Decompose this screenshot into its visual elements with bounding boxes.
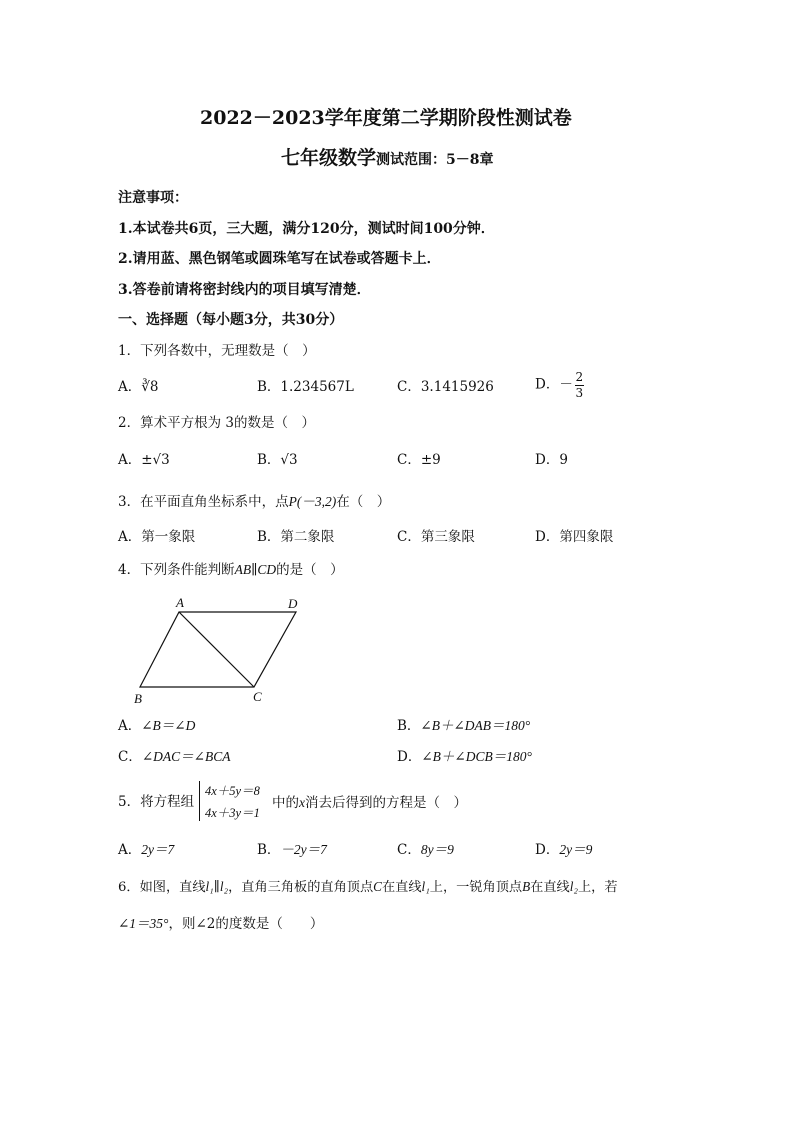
q5-stem-pre: 5．将方程组 xyxy=(118,794,195,810)
note-2: 2.请用蓝、黑色钢笔或圆珠笔写在试卷或答题卡上． xyxy=(118,251,441,267)
note-1: 1.本试卷共6页，三大题，满分120分，测试时间100分钟． xyxy=(118,221,495,237)
equation-2: 4x＋3y＝1 xyxy=(205,806,260,820)
page-title: 2022－2023学年度第二学期阶段性测试卷 xyxy=(200,107,572,129)
q1-option-d: D．－ $\frac{2}{3}$ xyxy=(535,370,584,400)
parallelogram-figure xyxy=(128,592,308,707)
q3-option-b: B．第二象限 xyxy=(257,529,335,545)
q6-line-2: ∠1＝35°，则∠2的度数是（ ） xyxy=(118,916,324,932)
fraction: $\frac{2}{3}$ xyxy=(575,370,584,400)
q5-option-b: B．－2y＝7 xyxy=(257,842,327,858)
parallelogram-abcd xyxy=(140,612,296,687)
q5-option-d: D．2y＝9 xyxy=(535,842,593,858)
diagonal-ac xyxy=(179,612,254,687)
label-b: B xyxy=(134,691,142,706)
q4-stem: 4．下列条件能判断AB∥CD的是（ ） xyxy=(118,562,344,578)
q2-option-d: D．9 xyxy=(535,452,568,468)
q3-stem: 3．在平面直角坐标系中，点P(－3,2)在（ ） xyxy=(118,494,391,510)
q3-option-c: C．第三象限 xyxy=(397,529,475,545)
q2-option-b: B．√3 xyxy=(257,452,298,468)
equation-system xyxy=(199,781,260,821)
q4-option-d: D．∠B＋∠DCB＝180° xyxy=(397,749,532,765)
q2-option-a: A．±√3 xyxy=(118,452,170,468)
q5-stem-post: 中的x消去后得到的方程是（ ） xyxy=(272,795,467,811)
subtitle-main: 七年级数学 xyxy=(281,147,377,169)
subtitle-range: 测试范围：5－8章 xyxy=(376,152,494,168)
notes-heading: 注意事项： xyxy=(118,190,188,206)
q3-option-d: D．第四象限 xyxy=(535,529,614,545)
q6-line-1: 6．如图，直线l₁∥l₂，直角三角板的直角顶点C在直线l₁上，一锐角顶点B在直线l₂上，若 xyxy=(118,879,618,895)
q1-stem: 1．下列各数中，无理数是（ ） xyxy=(118,343,316,359)
equation-1: 4x＋5y＝8 xyxy=(205,784,260,798)
point-p: P(－3,2) xyxy=(288,494,337,509)
q2-stem: 2．算术平方根为 3的数是（ ） xyxy=(118,415,315,431)
q4-option-a: A．∠B＝∠D xyxy=(118,718,196,734)
note-3: 3.答卷前请将密封线内的项目填写清楚． xyxy=(118,282,371,298)
label-a: A xyxy=(176,595,184,610)
label-d: D xyxy=(288,596,298,611)
label-c: C xyxy=(253,689,262,704)
cube-root-8: ∛8 xyxy=(141,379,159,395)
q3-option-a: A．第一象限 xyxy=(118,529,196,545)
q1-option-c: C．3.1415926 xyxy=(397,379,494,395)
q4-option-c: C．∠DAC＝∠BCA xyxy=(118,749,231,765)
q1-option-b: B．1.234567L xyxy=(257,379,354,395)
section-heading: 一、选择题（每小题3分，共30分） xyxy=(118,312,344,328)
q5-option-c: C．8y＝9 xyxy=(397,842,454,858)
subtitle xyxy=(281,149,494,168)
q5-option-a: A．2y＝7 xyxy=(118,842,175,858)
q1-option-a: A．∛8 xyxy=(118,379,159,395)
q4-option-b: B．∠B＋∠DAB＝180° xyxy=(397,718,531,734)
q2-option-c: C．±9 xyxy=(397,452,441,468)
